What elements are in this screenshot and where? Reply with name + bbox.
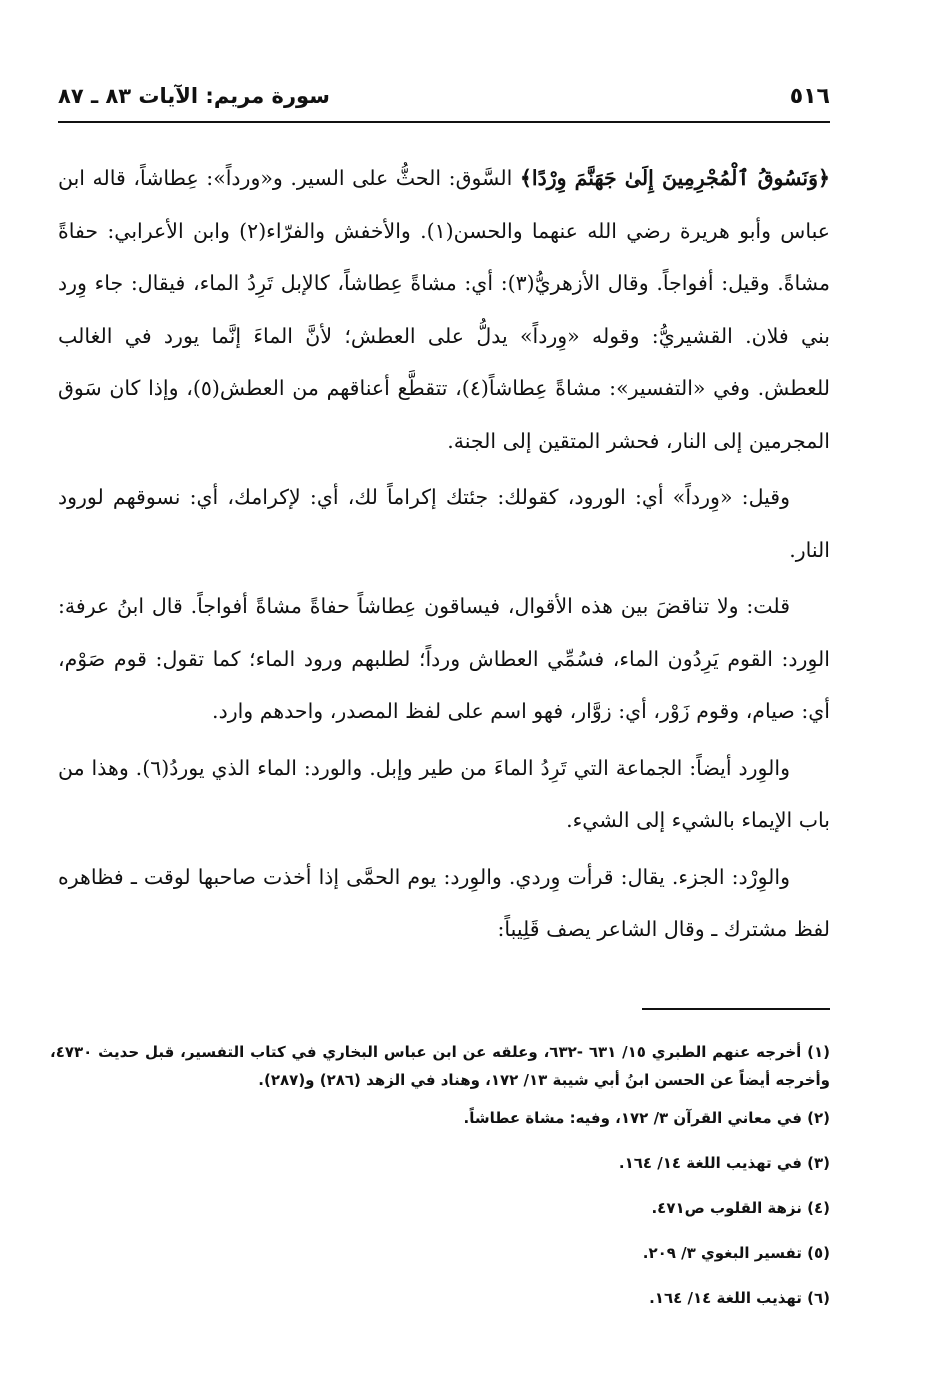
- footnote-1: (١) أخرجه عنهم الطبري ١٥/ ٦٣١ -٦٣٢، وعلقه عن ابن عباس البخاري في كتاب التفسير، قبل حديث ٤٧٣٠، وأخرجه أيضاً عن الحسن ابنُ أبي شيبة ١٣/ ١٧٢، وهناد في الزهد (٢٨٦) و(٢٨٧).: [50, 1043, 831, 1089]
- page-number: ٥١٦: [789, 84, 830, 109]
- main-text: [58, 152, 830, 960]
- footnote-3: (٣) في تهذيب اللغة ١٤/ ١٦٤.: [618, 1154, 830, 1172]
- paragraph-5: والوِرْد: الجزء. يقال: قرأت وِردي. والوِرد: يوم الحمَّى إذا أخذت صاحبها لوقت ـ فظاهره لفظ مشترك ـ وقال الشاعر يصف قَلِيباً:: [58, 864, 830, 941]
- footnote-2: (٢) في معاني القرآن ٣/ ١٧٢، وفيه: مشاة عطاشاً.: [463, 1109, 830, 1127]
- footnotes: [50, 1038, 830, 1328]
- quran-verse: ﴿وَنَسُوقُ ٱلْمُجْرِمِينَ إِلَىٰ جَهَنَّمَ وِرْدًا﴾: [519, 166, 830, 190]
- chapter-title: سورة مريم: الآيات ٨٣ ـ ٨٧: [58, 84, 330, 108]
- footnote-separator: [642, 1008, 830, 1010]
- footnote-5: (٥) تفسير البغوي ٣/ ٢٠٩.: [642, 1244, 830, 1262]
- header-rule: [58, 121, 830, 123]
- footnote-4: (٤) نزهة القلوب ص٤٧١.: [651, 1199, 830, 1217]
- footnote-6: (٦) تهذيب اللغة ١٤/ ١٦٤.: [649, 1289, 830, 1307]
- paragraph-4: والوِرد أيضاً: الجماعة التي تَرِدُ الماءَ من طير وإبل. والورد: الماء الذي يوردُ(٦). وهذا من باب الإيماء بالشيء إلى الشيء.: [58, 755, 830, 832]
- running-header: [58, 80, 830, 120]
- paragraph-1: [58, 152, 830, 467]
- paragraph-3: قلت: ولا تناقضَ بين هذه الأقوال، فيساقون عِطاشاً حفاةً مشاةً أفواجاً. قال ابنُ عرفة: الوِرد: القوم يَرِدُون الماء، فسُمِّي العطاش ورداً؛ لطلبهم ورود الماء؛ كما تقول: قوم صَوْم، أي: صيام، وقوم زَوْر، أي: زوَّار، فهو اسم على لفظ المصدر، واحدهم وارد.: [58, 594, 830, 723]
- paragraph-1-text: السَّوق: الحثُّ على السير. و«ورداً»: عِطاشاً، قاله ابن عباس وأبو هريرة رضي الله عنهما والحسن(١). والأخفش والفرّاء(٢) وابن الأعرابي: حفاةً مشاةً. وقيل: أفواجاً. وقال الأزهريُّ(٣): أي: مشاةً عِطاشاً، كالإبل تَرِدُ الماء، فيقال: جاء وِرد بني فلان. القشيريُّ: وقوله «وِرداً» يدلُّ على العطش؛ لأنَّ الماءَ إنَّما يورد في الغالب للعطش. وفي «التفسير»: مشاةً عِطاشاً(٤)، تتقطَّع أعناقهم من العطش(٥)، وإذا كان سَوق المجرمين إلى النار، فحشر المتقين إلى الجنة.: [58, 166, 830, 453]
- paragraph-2: وقيل: «وِرداً» أي: الورود، كقولك: جئتك إكراماً لك، أي: لإكرامك، أي: نسوقهم لورود النار.: [58, 485, 830, 562]
